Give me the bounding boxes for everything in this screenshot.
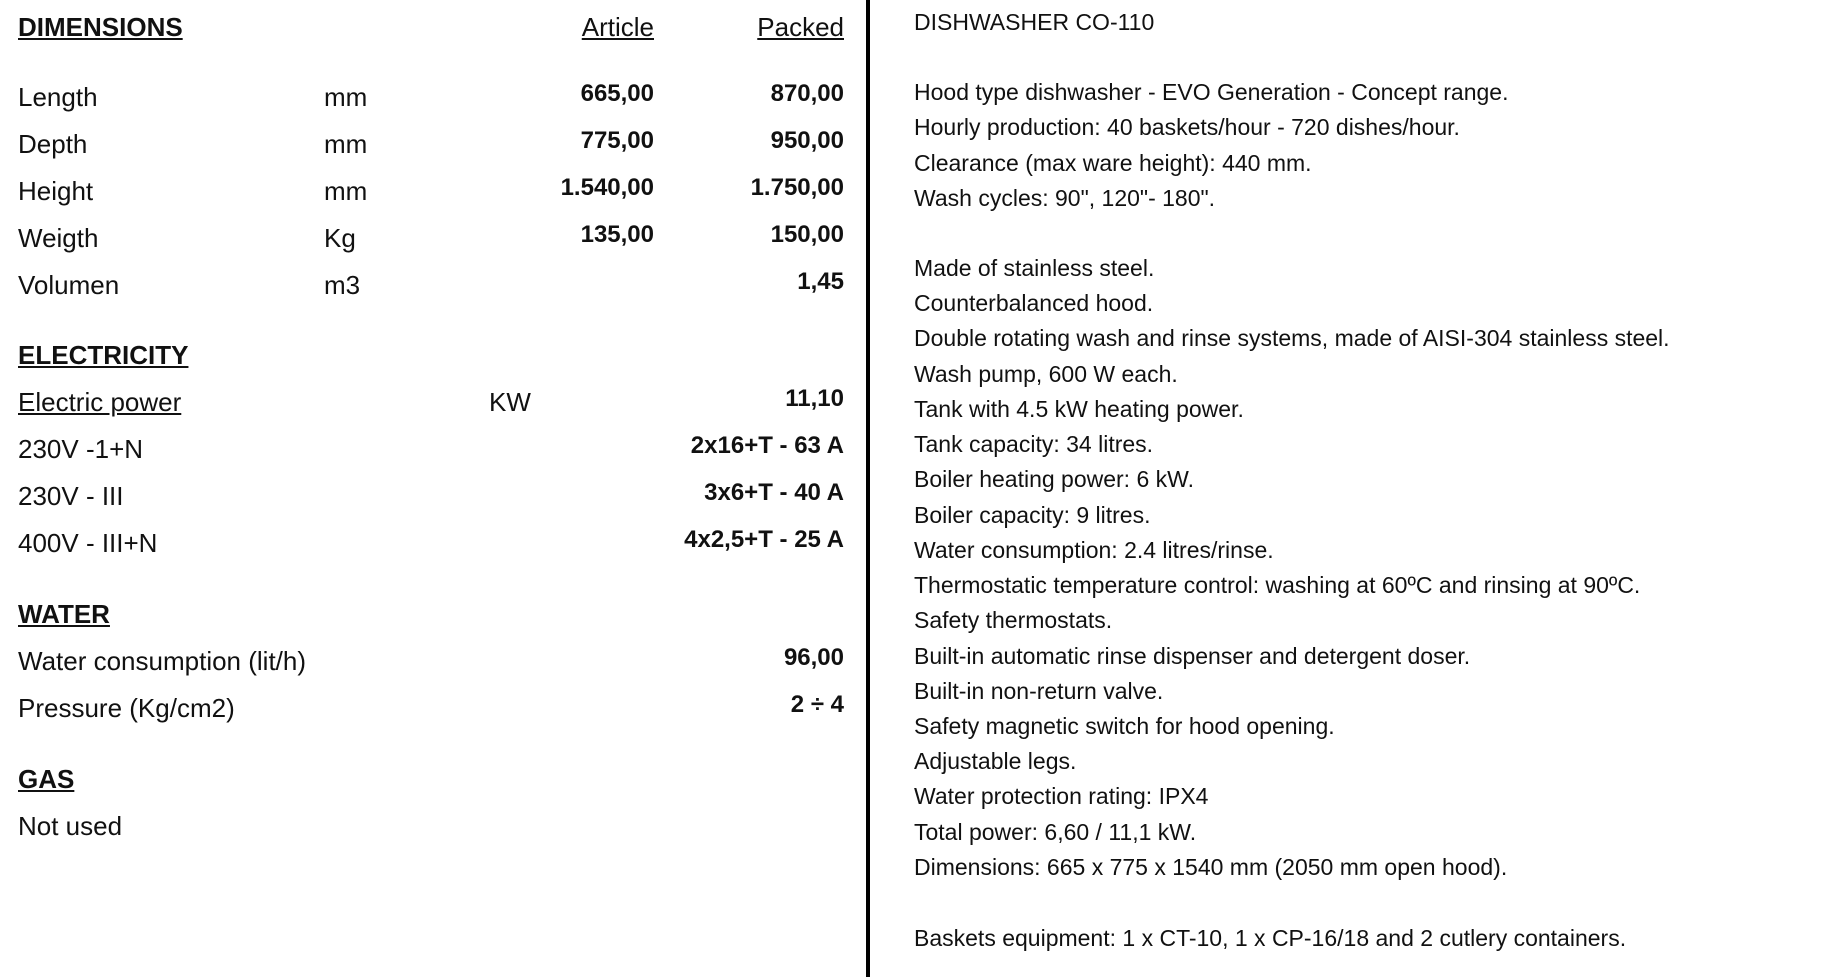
electric-power-label: Electric power	[18, 387, 182, 417]
gas-title: GAS	[18, 764, 75, 794]
feature-line: Adjustable legs.	[914, 748, 1077, 774]
dimension-article-value: 665,00	[580, 80, 654, 107]
water-value: 2 ÷ 4	[790, 691, 844, 718]
water-label: Pressure (Kg/cm2)	[18, 693, 235, 723]
voltage-label: 230V -1+N	[18, 434, 144, 464]
dimension-unit: Kg	[324, 223, 356, 253]
dimensions-title: DIMENSIONS	[18, 12, 183, 42]
water-label: Water consumption (lit/h)	[18, 646, 307, 676]
feature-line: Made of stainless steel.	[914, 255, 1155, 281]
dimension-label: Height	[18, 176, 94, 206]
connection-value: 3x6+T - 40 A	[704, 479, 844, 506]
dimension-packed-value: 1.750,00	[750, 174, 844, 201]
feature-line: Safety magnetic switch for hood opening.	[914, 713, 1335, 739]
feature-line: Double rotating wash and rinse systems, made of AISI-304 stainless steel.	[914, 325, 1670, 351]
product-title: DISHWASHER CO-110	[914, 9, 1155, 35]
feature-line: Built-in automatic rinse dispenser and detergent doser.	[914, 643, 1471, 669]
equipment-line: Baskets equipment: 1 x CT-10, 1 x CP-16/18 and 2 cutlery containers.	[914, 925, 1627, 951]
dimension-unit: mm	[324, 129, 368, 159]
dimension-label: Volumen	[18, 270, 120, 300]
dimension-label: Weigth	[18, 223, 99, 253]
dimension-label: Depth	[18, 129, 88, 159]
column-divider	[866, 0, 870, 977]
description-line: Clearance (max ware height): 440 mm.	[914, 150, 1312, 176]
gas-value: Not used	[18, 811, 123, 841]
dimension-packed-value: 870,00	[770, 80, 844, 107]
feature-line: Wash pump, 600 W each.	[914, 361, 1178, 387]
feature-line: Thermostatic temperature control: washing at 60ºC and rinsing at 90ºC.	[914, 572, 1641, 598]
feature-line: Built-in non-return valve.	[914, 678, 1164, 704]
spec-sheet-left	[0, 0, 866, 977]
description-line: Hood type dishwasher - EVO Generation - Concept range.	[914, 79, 1509, 105]
water-value: 96,00	[783, 644, 844, 671]
voltage-label: 400V - III+N	[18, 528, 158, 558]
feature-line: Total power: 6,60 / 11,1 kW.	[914, 819, 1197, 845]
feature-line: Boiler capacity: 9 litres.	[914, 502, 1151, 528]
dimension-packed-value: 950,00	[770, 127, 844, 154]
feature-line: Tank with 4.5 kW heating power.	[914, 396, 1244, 422]
dimension-article-value: 775,00	[580, 127, 654, 154]
feature-line: Tank capacity: 34 litres.	[914, 431, 1154, 457]
description-line: Hourly production: 40 baskets/hour - 720 dishes/hour.	[914, 114, 1460, 140]
feature-line: Safety thermostats.	[914, 607, 1113, 633]
feature-line: Counterbalanced hood.	[914, 290, 1154, 316]
feature-line: Boiler heating power: 6 kW.	[914, 466, 1194, 492]
voltage-label: 230V - III	[18, 481, 124, 511]
dimension-article-value: 135,00	[580, 221, 654, 248]
dimension-unit: mm	[324, 82, 368, 112]
dimension-packed-value: 1,45	[797, 268, 844, 295]
connection-value: 4x2,5+T - 25 A	[684, 526, 844, 553]
electric-power-unit: KW	[489, 387, 531, 417]
description-line: Wash cycles: 90", 120"- 180".	[914, 185, 1216, 211]
dimension-unit: mm	[324, 176, 368, 206]
feature-line: Water consumption: 2.4 litres/rinse.	[914, 537, 1274, 563]
product-description	[914, 0, 1814, 977]
water-title: WATER	[18, 599, 110, 629]
feature-line: Dimensions: 665 x 775 x 1540 mm (2050 mm open hood).	[914, 854, 1508, 880]
dimension-packed-value: 150,00	[770, 221, 844, 248]
packed-column-header: Packed	[757, 12, 844, 42]
dimension-unit: m3	[324, 270, 361, 300]
dimension-article-value: 1.540,00	[560, 174, 654, 201]
connection-value: 2x16+T - 63 A	[690, 432, 844, 459]
electricity-title: ELECTRICITY	[18, 340, 189, 370]
article-column-header: Article	[581, 12, 654, 42]
dimension-label: Length	[18, 82, 98, 112]
electric-power-value: 11,10	[785, 385, 844, 412]
feature-line: Water protection rating: IPX4	[914, 783, 1209, 809]
